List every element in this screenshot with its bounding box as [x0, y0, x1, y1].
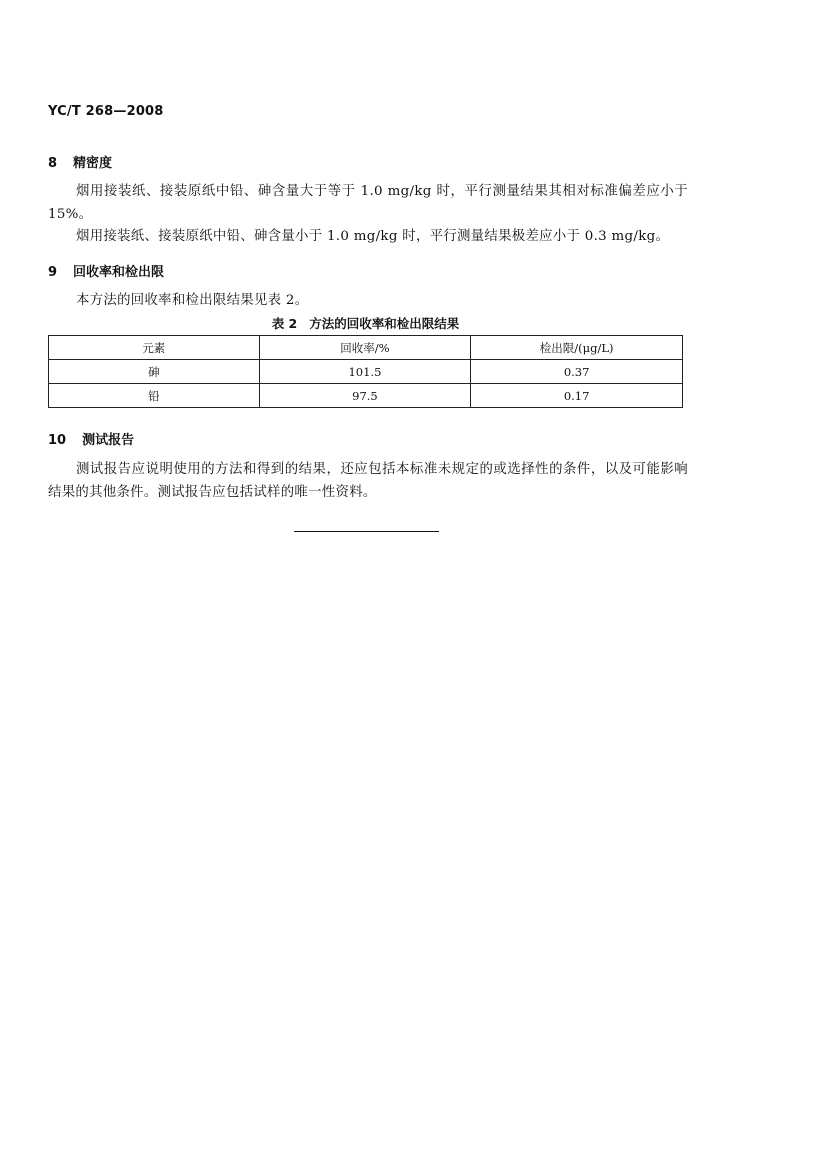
- section-10-heading: [48, 429, 134, 448]
- end-of-document-rule: [294, 531, 439, 532]
- table-cell-recovery: 97.5: [259, 384, 471, 408]
- section-9-paragraph: 本方法的回收率和检出限结果见表 2。: [76, 293, 309, 308]
- table-row: [49, 360, 683, 384]
- section-9-heading: [48, 261, 164, 280]
- section-8-number: 8: [48, 156, 58, 171]
- document-code: YC/T 268—2008: [48, 104, 164, 119]
- section-10-paragraph: 测试报告应说明使用的方法和得到的结果，还应包括本标准未规定的或选择性的条件，以及可能影响结果的其他条件。测试报告应包括试样的唯一性资料。: [48, 462, 688, 500]
- section-10-number: 10: [48, 433, 67, 448]
- table-row: [49, 384, 683, 408]
- table-header-detection-limit: 检出限/(μg/L): [471, 336, 683, 360]
- section-8-paragraph-1: 烟用接装纸、接装原纸中铅、砷含量大于等于 1.0 mg/kg 时，平行测量结果其相对标准偏差应小于 15%。: [48, 184, 688, 222]
- table-caption-title: 方法的回收率和检出限结果: [309, 316, 460, 331]
- section-8-title: 精密度: [73, 156, 113, 171]
- table-cell-element: 砷: [49, 360, 260, 384]
- table-cell-recovery: 101.5: [259, 360, 471, 384]
- table-cell-detection-limit: 0.17: [471, 384, 683, 408]
- table-cell-detection-limit: 0.37: [471, 360, 683, 384]
- table-caption: [48, 314, 683, 332]
- section-9-title: 回收率和检出限: [73, 265, 165, 280]
- recovery-detection-table: [48, 335, 683, 408]
- table-header-element: 元素: [49, 336, 260, 360]
- section-9-number: 9: [48, 265, 58, 280]
- table-header-recovery: 回收率/%: [259, 336, 471, 360]
- table-header-row: [49, 336, 683, 360]
- table-cell-element: 铅: [49, 384, 260, 408]
- table-caption-label: 表 2: [271, 316, 298, 331]
- section-8-heading: [48, 152, 112, 171]
- section-8-paragraph-2: 烟用接装纸、接装原纸中铅、砷含量小于 1.0 mg/kg 时，平行测量结果极差应小于 0.3 mg/kg。: [76, 229, 670, 244]
- section-10-title: 测试报告: [82, 433, 135, 448]
